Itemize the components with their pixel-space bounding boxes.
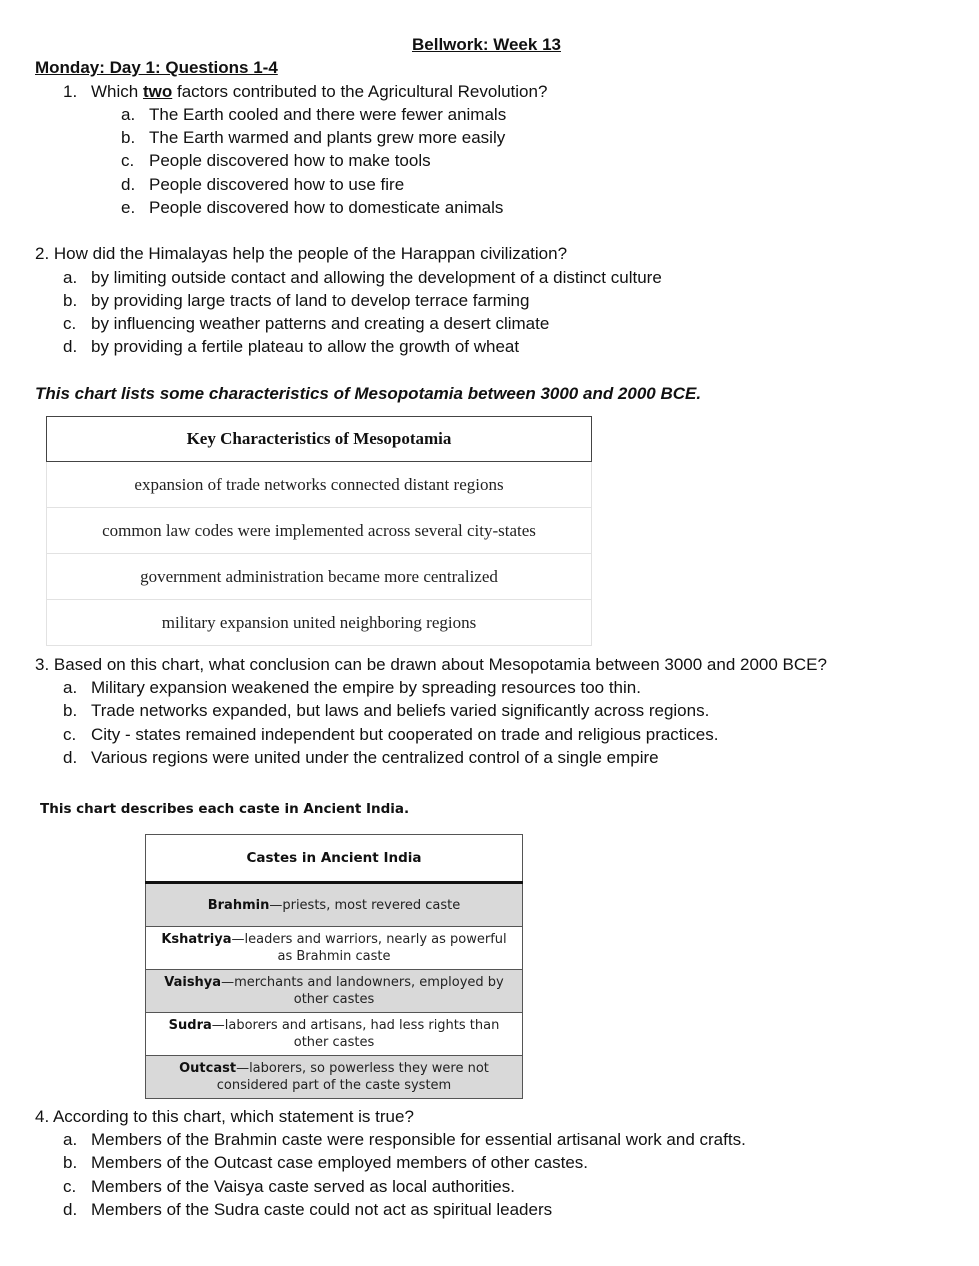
table-header: Key Characteristics of Mesopotamia — [47, 417, 592, 462]
table-row: Outcast—laborers, so powerless they were not considered part of the caste system — [146, 1056, 523, 1099]
table-row: expansion of trade networks connected distant regions — [47, 462, 592, 508]
q4-option-d: d. Members of the Sudra caste could not act as spiritual leaders — [63, 1200, 553, 1219]
page-title: Bellwork: Week 13 — [412, 35, 561, 54]
q2-option-c: c. by influencing weather patterns and creating a desert climate — [63, 314, 550, 333]
table-row: Kshatriya—leaders and warriors, nearly as powerful as Brahmin caste — [146, 927, 523, 970]
question-number: 1. — [63, 82, 78, 101]
q2-option-d: d. by providing a fertile plateau to allow the growth of wheat — [63, 337, 520, 356]
q1-option-b: b. The Earth warmed and plants grew more easily — [121, 128, 506, 147]
emphasis-two: two — [142, 82, 173, 101]
table-row: common law codes were implemented across several city-states — [47, 508, 592, 554]
question-3: 3. Based on this chart, what conclusion can be drawn about Mesopotamia between 3000 and 2000 BCE? — [35, 655, 827, 674]
q2-option-b: b. by providing large tracts of land to develop terrace farming — [63, 291, 530, 310]
q3-option-a: a. Military expansion weakened the empire by spreading resources too thin. — [63, 678, 641, 697]
table-row: military expansion united neighboring regions — [47, 600, 592, 646]
q4-option-a: a. Members of the Brahmin caste were responsible for essential artisanal work and crafts. — [63, 1130, 746, 1149]
q4-option-c: c. Members of the Vaisya caste served as local authorities. — [63, 1177, 515, 1196]
caste-table — [145, 834, 523, 1099]
table-header: Castes in Ancient India — [146, 835, 523, 883]
table-row: Sudra—laborers and artisans, had less rights than other castes — [146, 1013, 523, 1056]
q3-option-d: d. Various regions were united under the centralized control of a single empire — [63, 748, 659, 767]
table-row: Vaishya—merchants and landowners, employed by other castes — [146, 970, 523, 1013]
q1-option-e: e. People discovered how to domesticate animals — [121, 198, 504, 217]
meso-chart-caption: This chart lists some characteristics of Mesopotamia between 3000 and 2000 BCE. — [35, 384, 702, 403]
question-4: 4. According to this chart, which statement is true? — [35, 1107, 414, 1126]
table-row: Brahmin—priests, most revered caste — [146, 883, 523, 927]
mesopotamia-table — [46, 416, 592, 646]
table-row: government administration became more centralized — [47, 554, 592, 600]
q3-option-b: b. Trade networks expanded, but laws and beliefs varied significantly across regions. — [63, 701, 710, 720]
q1-option-a: a. The Earth cooled and there were fewer animals — [121, 105, 507, 124]
q2-option-a: a. by limiting outside contact and allowing the development of a distinct culture — [63, 268, 662, 287]
question-2: 2. How did the Himalayas help the people of the Harappan civilization? — [35, 244, 568, 263]
day-heading: Monday: Day 1: Questions 1-4 — [35, 58, 278, 77]
q4-option-b: b. Members of the Outcast case employed members of other castes. — [63, 1153, 588, 1172]
question-1: 1. Which two factors contributed to the Agricultural Revolution? — [63, 82, 548, 101]
caste-chart-caption: This chart describes each caste in Ancient India. — [40, 801, 410, 817]
q1-option-d: d. People discovered how to use fire — [121, 175, 405, 194]
q1-option-c: c. People discovered how to make tools — [121, 151, 431, 170]
q3-option-c: c. City - states remained independent but cooperated on trade and religious practices. — [63, 725, 719, 744]
